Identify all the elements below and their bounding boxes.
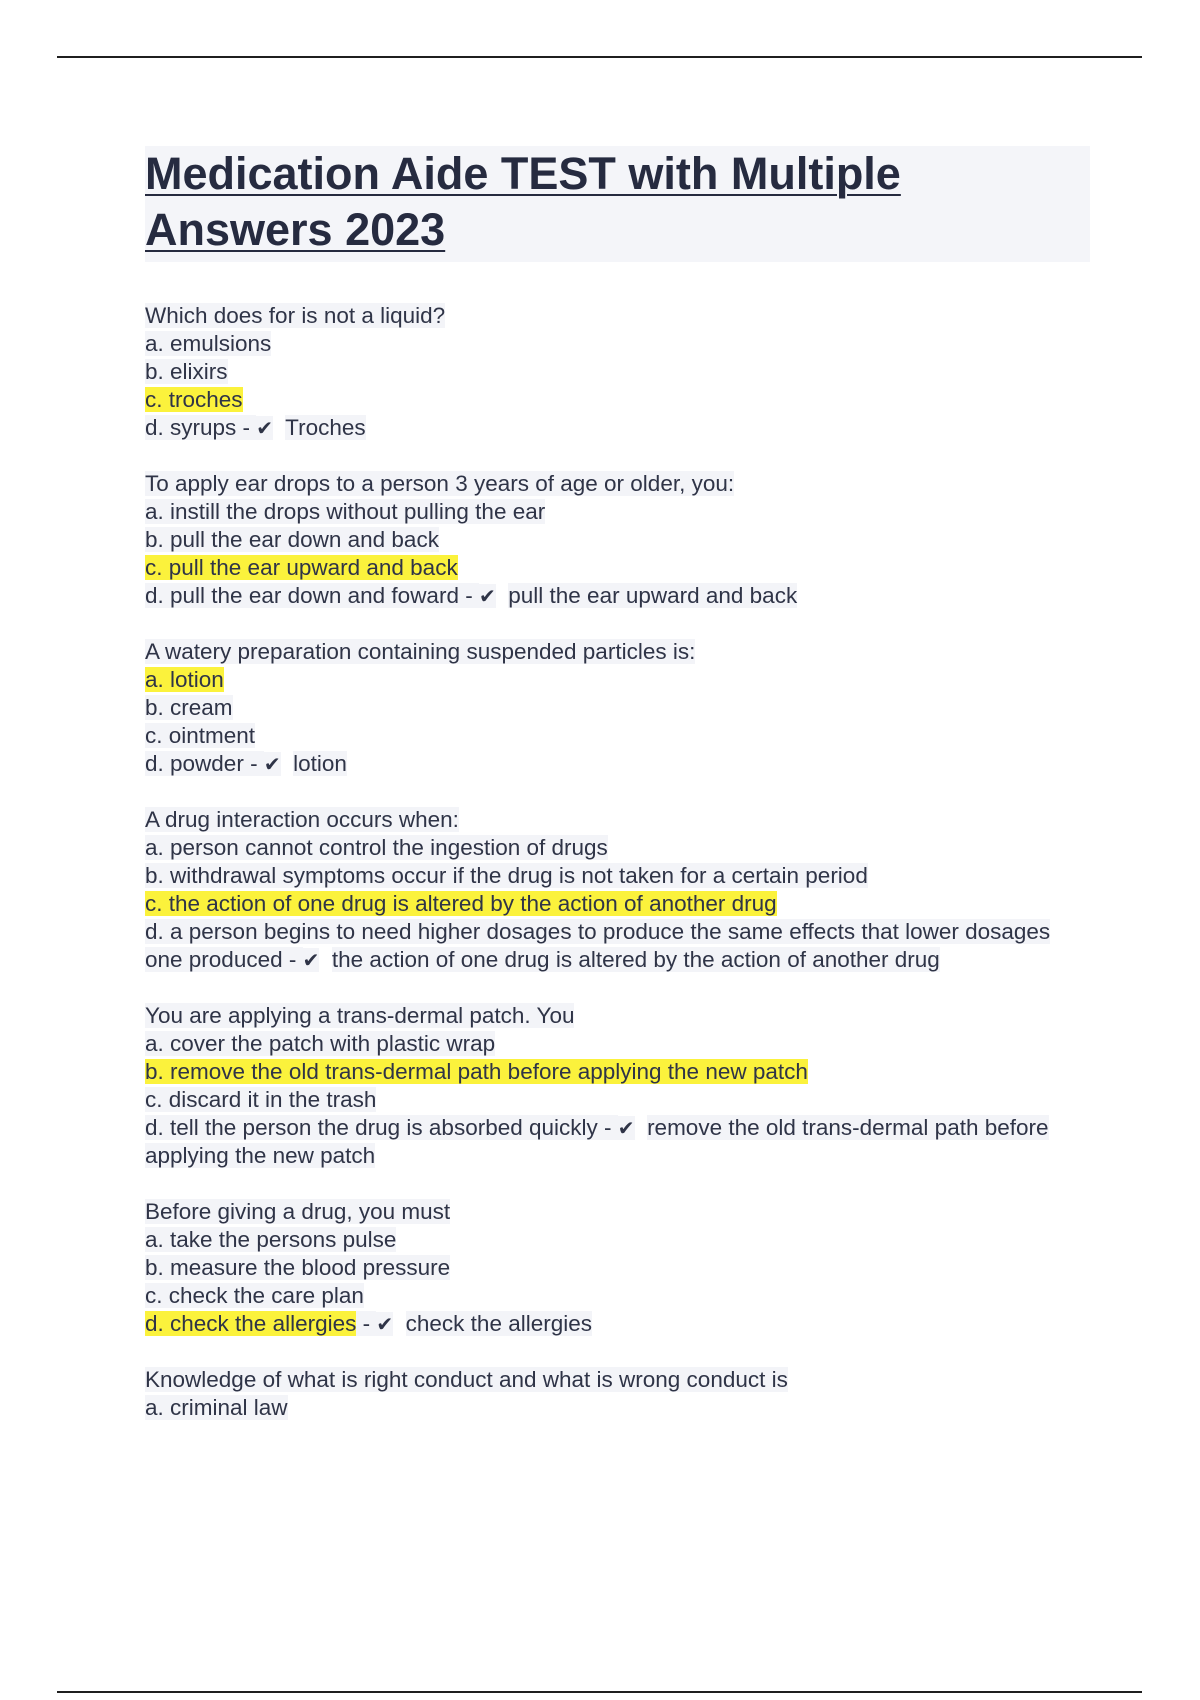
question-block [145,302,1090,442]
option-line [145,1394,1090,1422]
option-line [145,498,1090,526]
question-line [145,806,1090,834]
question-line [145,1198,1090,1226]
checkmark-icon: ✔ [263,752,281,776]
option-line [145,750,1090,778]
checkmark-icon: ✔ [376,1312,394,1336]
answer-separator: - [236,415,257,440]
document-body [145,146,1090,1450]
option-line [145,1058,1090,1086]
option-line [145,834,1090,862]
answer-option: a. cover the patch with plastic wrap [145,1031,496,1056]
question-prompt: Before giving a drug, you must [145,1199,451,1224]
answer-key: remove the old trans-dermal path before applying the new patch [145,1115,1049,1168]
option-line [145,582,1090,610]
question-line [145,638,1090,666]
question-line [145,302,1090,330]
answer-option: c. ointment [145,723,256,748]
answer-key: the action of one drug is altered by the action of another drug [331,947,940,972]
question-block [145,1002,1090,1170]
correct-option: a. lotion [145,667,224,692]
question-list [145,302,1090,1422]
checkmark-icon: ✔ [478,584,496,608]
answer-option: b. measure the blood pressure [145,1255,451,1280]
answer-option: a. instill the drops without pulling the ear [145,499,546,524]
option-line [145,386,1090,414]
answer-option: b. pull the ear down and back [145,527,439,552]
answer-option: a. person cannot control the ingestion of drugs [145,835,608,860]
option-line [145,330,1090,358]
option-line [145,414,1090,442]
option-line [145,862,1090,890]
answer-option: b. withdrawal symptoms occur if the drug is not taken for a certain period [145,863,868,888]
answer-key: check the allergies [405,1311,593,1336]
answer-option: d. powder [145,751,244,776]
title-box [145,146,1090,262]
answer-option: a. criminal law [145,1395,288,1420]
answer-option: d. pull the ear down and foward [145,583,459,608]
option-line [145,890,1090,918]
option-line [145,918,1090,974]
correct-option: b. remove the old trans-dermal path before applying the new patch [145,1059,808,1084]
option-line [145,358,1090,386]
question-block [145,1366,1090,1422]
answer-separator: - [356,1311,377,1336]
answer-option: d. a person begins to need higher dosages to produce the same effects that lower dosages one produced [145,919,1051,972]
answer-separator: - [458,583,479,608]
answer-option: d. syrups [145,415,237,440]
question-prompt: A watery preparation containing suspended particles is: [145,639,696,664]
checkmark-icon: ✔ [302,948,320,972]
question-prompt: You are applying a trans-dermal patch. You [145,1003,575,1028]
checkmark-icon: ✔ [256,416,274,440]
correct-option: c. troches [145,387,243,412]
answer-option: a. take the persons pulse [145,1227,397,1252]
document-title: Medication Aide TEST with Multiple Answers 2023 [145,148,901,255]
bottom-rule [57,1691,1142,1693]
answer-key: Troches [285,415,366,440]
question-block [145,470,1090,610]
question-prompt: Knowledge of what is right conduct and what is wrong conduct is [145,1367,788,1392]
option-line [145,1114,1090,1170]
answer-option: b. elixirs [145,359,228,384]
option-line [145,1282,1090,1310]
option-line [145,1254,1090,1282]
option-line [145,1030,1090,1058]
answer-option: a. emulsions [145,331,272,356]
option-line [145,1086,1090,1114]
correct-option: c. the action of one drug is altered by the action of another drug [145,891,777,916]
option-line [145,722,1090,750]
question-prompt: A drug interaction occurs when: [145,807,459,832]
answer-option: c. discard it in the trash [145,1087,377,1112]
correct-option: d. check the allergies [145,1311,357,1336]
answer-option: d. tell the person the drug is absorbed quickly [145,1115,598,1140]
question-line [145,1002,1090,1030]
answer-option: b. cream [145,695,233,720]
answer-key: lotion [293,751,347,776]
option-line [145,526,1090,554]
answer-separator: - [597,1115,618,1140]
answer-key: pull the ear upward and back [508,583,798,608]
option-line [145,1310,1090,1338]
question-block [145,1198,1090,1338]
option-line [145,666,1090,694]
answer-option: c. check the care plan [145,1283,364,1308]
answer-separator: - [282,947,303,972]
answer-separator: - [243,751,264,776]
option-line [145,694,1090,722]
question-line [145,1366,1090,1394]
option-line [145,554,1090,582]
top-rule [57,56,1142,58]
correct-option: c. pull the ear upward and back [145,555,458,580]
question-line [145,470,1090,498]
question-prompt: Which does for is not a liquid? [145,303,446,328]
question-block [145,638,1090,778]
option-line [145,1226,1090,1254]
checkmark-icon: ✔ [617,1116,635,1140]
question-prompt: To apply ear drops to a person 3 years of age or older, you: [145,471,735,496]
question-block [145,806,1090,974]
